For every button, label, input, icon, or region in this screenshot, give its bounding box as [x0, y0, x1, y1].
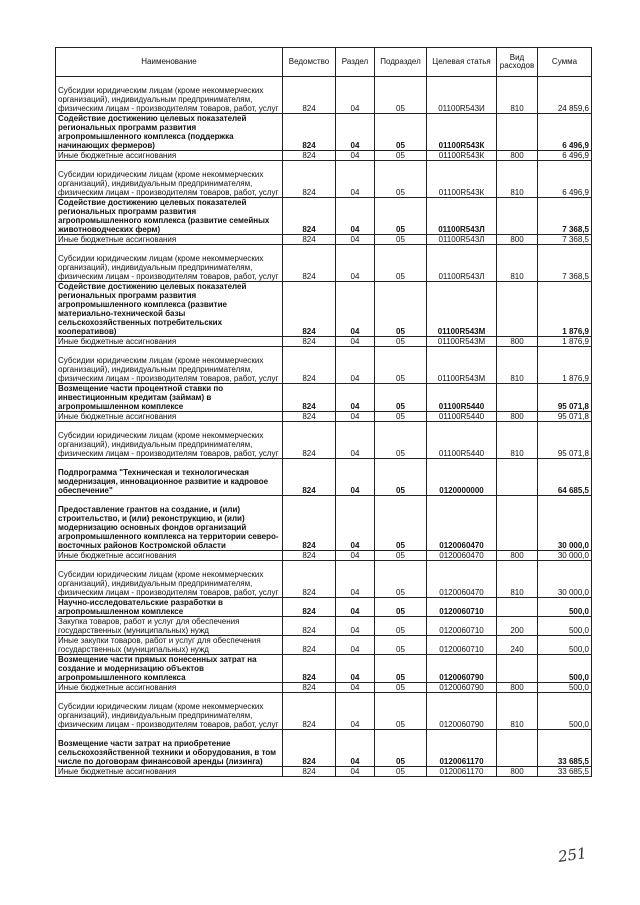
- row-subsection-cell: 05: [375, 198, 427, 235]
- row-amount-cell: 7 368,5: [538, 245, 592, 282]
- row-exp-type-cell: [497, 655, 538, 683]
- table-row: [56, 617, 592, 636]
- row-target-cell: 01100R543К: [427, 161, 497, 198]
- handwritten-page-number: 251: [556, 844, 588, 866]
- header-exp-type: Вид расходов: [497, 48, 538, 77]
- row-target-cell: 01100R543Л: [427, 198, 497, 235]
- table-row: [56, 561, 592, 598]
- row-name-cell: Субсидии юридическим лицам (кроме некоммерческих организаций), индивидуальным предпринимателям, физическим лицам - производителям товаров, работ, услуг: [56, 561, 283, 598]
- row-target-cell: 0120060710: [427, 617, 497, 636]
- row-section-cell: 04: [336, 282, 375, 337]
- row-amount-cell: 500,0: [538, 655, 592, 683]
- row-dept-cell: 824: [283, 561, 336, 598]
- table-row: [56, 636, 592, 655]
- row-section-cell: 04: [336, 459, 375, 496]
- table-row: [56, 198, 592, 235]
- row-section-cell: 04: [336, 384, 375, 412]
- row-name-cell: Субсидии юридическим лицам (кроме некоммерческих организаций), индивидуальным предпринимателям, физическим лицам - производителям товаров, работ, услуг: [56, 77, 283, 114]
- row-subsection-cell: 05: [375, 422, 427, 459]
- row-section-cell: 04: [336, 617, 375, 636]
- row-target-cell: 01100R543Л: [427, 245, 497, 282]
- row-exp-type-cell: [497, 459, 538, 496]
- row-exp-type-cell: 240: [497, 636, 538, 655]
- row-exp-type-cell: 800: [497, 235, 538, 245]
- row-exp-type-cell: 800: [497, 412, 538, 422]
- row-target-cell: 0120060790: [427, 683, 497, 693]
- row-dept-cell: 824: [283, 337, 336, 347]
- table-row: [56, 77, 592, 114]
- row-section-cell: 04: [336, 683, 375, 693]
- row-subsection-cell: 05: [375, 730, 427, 767]
- row-section-cell: 04: [336, 730, 375, 767]
- row-amount-cell: 24 859,6: [538, 77, 592, 114]
- row-dept-cell: 824: [283, 617, 336, 636]
- row-amount-cell: 500,0: [538, 636, 592, 655]
- header-section: Раздел: [336, 48, 375, 77]
- row-dept-cell: 824: [283, 151, 336, 161]
- row-exp-type-cell: [497, 730, 538, 767]
- row-section-cell: 04: [336, 655, 375, 683]
- row-name-cell: Возмещение части прямых понесенных затрат на создание и модернизацию объектов агропромышленного комплекса: [56, 655, 283, 683]
- table-row: [56, 496, 592, 551]
- row-subsection-cell: 05: [375, 337, 427, 347]
- row-name-cell: Научно-исследовательские разработки в агропромышленном комплексе: [56, 598, 283, 617]
- row-subsection-cell: 05: [375, 347, 427, 384]
- header-dept: Ведомство: [283, 48, 336, 77]
- row-name-cell: Иные закупки товаров, работ и услуг для обеспечения государственных (муниципальных) нужд: [56, 636, 283, 655]
- row-dept-cell: 824: [283, 767, 336, 777]
- row-exp-type-cell: [497, 282, 538, 337]
- row-section-cell: 04: [336, 151, 375, 161]
- row-name-cell: Предоставление грантов на создание, и (или) строительство, и (или) реконструкцию, и (или) модернизацию основных фондов организаций агропромышленного комплекса на территории северо-восточных районов Костромской области: [56, 496, 283, 551]
- row-target-cell: 0120060710: [427, 598, 497, 617]
- row-section-cell: 04: [336, 561, 375, 598]
- row-amount-cell: 95 071,8: [538, 412, 592, 422]
- row-amount-cell: 1 876,9: [538, 347, 592, 384]
- row-exp-type-cell: [497, 496, 538, 551]
- row-subsection-cell: 05: [375, 282, 427, 337]
- row-subsection-cell: 05: [375, 384, 427, 412]
- header-name: Наименование: [56, 48, 283, 77]
- row-exp-type-cell: 800: [497, 767, 538, 777]
- row-amount-cell: 95 071,8: [538, 422, 592, 459]
- row-amount-cell: 6 496,9: [538, 161, 592, 198]
- row-amount-cell: 33 685,5: [538, 767, 592, 777]
- row-target-cell: 0120061170: [427, 730, 497, 767]
- row-exp-type-cell: 810: [497, 77, 538, 114]
- row-section-cell: 04: [336, 337, 375, 347]
- row-amount-cell: 6 496,9: [538, 151, 592, 161]
- row-section-cell: 04: [336, 161, 375, 198]
- row-subsection-cell: 05: [375, 683, 427, 693]
- row-section-cell: 04: [336, 77, 375, 114]
- row-exp-type-cell: [497, 198, 538, 235]
- table-row: [56, 598, 592, 617]
- row-amount-cell: 6 496,9: [538, 114, 592, 151]
- row-subsection-cell: 05: [375, 636, 427, 655]
- row-name-cell: Субсидии юридическим лицам (кроме некоммерческих организаций), индивидуальным предпринимателям, физическим лицам - производителям товаров, работ, услуг: [56, 245, 283, 282]
- row-target-cell: 01100R543Л: [427, 235, 497, 245]
- table-row: [56, 693, 592, 730]
- row-section-cell: 04: [336, 235, 375, 245]
- row-target-cell: 01100R5440: [427, 412, 497, 422]
- table-row: [56, 422, 592, 459]
- row-subsection-cell: 05: [375, 245, 427, 282]
- row-subsection-cell: 05: [375, 655, 427, 683]
- row-dept-cell: 824: [283, 347, 336, 384]
- row-exp-type-cell: 810: [497, 245, 538, 282]
- row-dept-cell: 824: [283, 235, 336, 245]
- table-row: [56, 551, 592, 561]
- row-name-cell: Содействие достижению целевых показателей региональных программ развития агропромышленного комплекса (поддержка начинающих фермеров): [56, 114, 283, 151]
- row-dept-cell: 824: [283, 730, 336, 767]
- row-subsection-cell: 05: [375, 693, 427, 730]
- row-target-cell: 0120060790: [427, 693, 497, 730]
- row-exp-type-cell: 800: [497, 551, 538, 561]
- header-subsection: Подраздел: [375, 48, 427, 77]
- row-section-cell: 04: [336, 422, 375, 459]
- row-dept-cell: 824: [283, 245, 336, 282]
- row-target-cell: 01100R5440: [427, 422, 497, 459]
- row-name-cell: Возмещение части процентной ставки по инвестиционным кредитам (займам) в агропромышленном комплексе: [56, 384, 283, 412]
- table-row: [56, 347, 592, 384]
- row-section-cell: 04: [336, 767, 375, 777]
- row-target-cell: 01100R543К: [427, 114, 497, 151]
- row-name-cell: Субсидии юридическим лицам (кроме некоммерческих организаций), индивидуальным предпринимателям, физическим лицам - производителям товаров, работ, услуг: [56, 161, 283, 198]
- table-row: [56, 767, 592, 777]
- row-dept-cell: 824: [283, 496, 336, 551]
- row-name-cell: Возмещение части затрат на приобретение сельскохозяйственной техники и оборудования, в том числе по договорам финансовой аренды (лизинга): [56, 730, 283, 767]
- row-name-cell: Субсидии юридическим лицам (кроме некоммерческих организаций), индивидуальным предпринимателям, физическим лицам - производителям товаров, работ, услуг: [56, 693, 283, 730]
- row-dept-cell: 824: [283, 551, 336, 561]
- row-section-cell: 04: [336, 245, 375, 282]
- row-subsection-cell: 05: [375, 561, 427, 598]
- table-row: [56, 459, 592, 496]
- table-row: [56, 245, 592, 282]
- row-name-cell: Содействие достижению целевых показателей региональных программ развития агропромышленного комплекса (развитие материально-технической базы сельскохозяйственных потребительских кооперативов): [56, 282, 283, 337]
- row-target-cell: 0120060790: [427, 655, 497, 683]
- row-exp-type-cell: 200: [497, 617, 538, 636]
- table-row: [56, 384, 592, 412]
- row-name-cell: Субсидии юридическим лицам (кроме некоммерческих организаций), индивидуальным предпринимателям, физическим лицам - производителям товаров, работ, услуг: [56, 422, 283, 459]
- row-amount-cell: 7 368,5: [538, 235, 592, 245]
- row-subsection-cell: 05: [375, 77, 427, 114]
- header-row: [56, 48, 592, 77]
- row-amount-cell: 500,0: [538, 683, 592, 693]
- row-amount-cell: 1 876,9: [538, 337, 592, 347]
- row-name-cell: Иные бюджетные ассигнования: [56, 412, 283, 422]
- row-target-cell: 01100R543К: [427, 151, 497, 161]
- row-name-cell: Содействие достижению целевых показателей региональных программ развития агропромышленного комплекса (развитие семейных животноводческих ферм): [56, 198, 283, 235]
- table-row: [56, 151, 592, 161]
- row-dept-cell: 824: [283, 198, 336, 235]
- row-subsection-cell: 05: [375, 496, 427, 551]
- row-subsection-cell: 05: [375, 151, 427, 161]
- row-target-cell: 01100R543М: [427, 347, 497, 384]
- row-section-cell: 04: [336, 636, 375, 655]
- table-row: [56, 282, 592, 337]
- row-dept-cell: 824: [283, 114, 336, 151]
- row-dept-cell: 824: [283, 693, 336, 730]
- table-row: [56, 235, 592, 245]
- budget-table: [55, 47, 592, 777]
- row-section-cell: 04: [336, 598, 375, 617]
- row-dept-cell: 824: [283, 598, 336, 617]
- row-dept-cell: 824: [283, 459, 336, 496]
- row-amount-cell: 33 685,5: [538, 730, 592, 767]
- table-row: [56, 655, 592, 683]
- row-target-cell: 0120060470: [427, 496, 497, 551]
- row-target-cell: 01100R543М: [427, 282, 497, 337]
- row-target-cell: 01100R5440: [427, 384, 497, 412]
- row-target-cell: 0120060470: [427, 551, 497, 561]
- row-exp-type-cell: 800: [497, 683, 538, 693]
- row-exp-type-cell: 800: [497, 337, 538, 347]
- row-name-cell: Субсидии юридическим лицам (кроме некоммерческих организаций), индивидуальным предпринимателям, физическим лицам - производителям товаров, работ, услуг: [56, 347, 283, 384]
- table-row: [56, 412, 592, 422]
- table-row: [56, 337, 592, 347]
- row-amount-cell: 30 000,0: [538, 561, 592, 598]
- row-exp-type-cell: [497, 384, 538, 412]
- row-subsection-cell: 05: [375, 598, 427, 617]
- row-exp-type-cell: [497, 598, 538, 617]
- row-exp-type-cell: 810: [497, 347, 538, 384]
- row-target-cell: 0120060710: [427, 636, 497, 655]
- row-amount-cell: 500,0: [538, 693, 592, 730]
- row-name-cell: Иные бюджетные ассигнования: [56, 551, 283, 561]
- row-name-cell: Иные бюджетные ассигнования: [56, 767, 283, 777]
- row-target-cell: 01100R543И: [427, 77, 497, 114]
- row-subsection-cell: 05: [375, 114, 427, 151]
- table-row: [56, 730, 592, 767]
- row-name-cell: Иные бюджетные ассигнования: [56, 683, 283, 693]
- row-exp-type-cell: 810: [497, 693, 538, 730]
- row-section-cell: 04: [336, 693, 375, 730]
- row-amount-cell: 500,0: [538, 598, 592, 617]
- row-section-cell: 04: [336, 551, 375, 561]
- row-dept-cell: 824: [283, 683, 336, 693]
- row-dept-cell: 824: [283, 161, 336, 198]
- row-exp-type-cell: 810: [497, 161, 538, 198]
- row-dept-cell: 824: [283, 282, 336, 337]
- row-amount-cell: 1 876,9: [538, 282, 592, 337]
- row-target-cell: 0120061170: [427, 767, 497, 777]
- row-subsection-cell: 05: [375, 235, 427, 245]
- row-section-cell: 04: [336, 198, 375, 235]
- row-exp-type-cell: 810: [497, 561, 538, 598]
- table-row: [56, 161, 592, 198]
- row-section-cell: 04: [336, 114, 375, 151]
- header-target: Целевая статья: [427, 48, 497, 77]
- row-dept-cell: 824: [283, 636, 336, 655]
- row-dept-cell: 824: [283, 384, 336, 412]
- row-subsection-cell: 05: [375, 767, 427, 777]
- row-exp-type-cell: 800: [497, 151, 538, 161]
- row-subsection-cell: 05: [375, 551, 427, 561]
- row-subsection-cell: 05: [375, 459, 427, 496]
- row-exp-type-cell: 810: [497, 422, 538, 459]
- row-target-cell: 0120060470: [427, 561, 497, 598]
- row-target-cell: 0120000000: [427, 459, 497, 496]
- row-subsection-cell: 05: [375, 412, 427, 422]
- header-amount: Сумма: [538, 48, 592, 77]
- row-amount-cell: 30 000,0: [538, 496, 592, 551]
- row-subsection-cell: 05: [375, 617, 427, 636]
- row-subsection-cell: 05: [375, 161, 427, 198]
- row-amount-cell: 95 071,8: [538, 384, 592, 412]
- row-name-cell: Иные бюджетные ассигнования: [56, 151, 283, 161]
- row-name-cell: Иные бюджетные ассигнования: [56, 337, 283, 347]
- row-section-cell: 04: [336, 347, 375, 384]
- row-section-cell: 04: [336, 412, 375, 422]
- row-name-cell: Подпрограмма "Техническая и технологическая модернизация, инновационное развитие и кадровое обеспечение": [56, 459, 283, 496]
- row-amount-cell: 30 000,0: [538, 551, 592, 561]
- table-row: [56, 683, 592, 693]
- row-dept-cell: 824: [283, 422, 336, 459]
- table-row: [56, 114, 592, 151]
- row-dept-cell: 824: [283, 412, 336, 422]
- row-section-cell: 04: [336, 496, 375, 551]
- row-name-cell: Иные бюджетные ассигнования: [56, 235, 283, 245]
- row-amount-cell: 500,0: [538, 617, 592, 636]
- row-dept-cell: 824: [283, 655, 336, 683]
- row-amount-cell: 7 368,5: [538, 198, 592, 235]
- row-exp-type-cell: [497, 114, 538, 151]
- row-target-cell: 01100R543М: [427, 337, 497, 347]
- row-name-cell: Закупка товаров, работ и услуг для обеспечения государственных (муниципальных) нужд: [56, 617, 283, 636]
- row-dept-cell: 824: [283, 77, 336, 114]
- row-amount-cell: 64 685,5: [538, 459, 592, 496]
